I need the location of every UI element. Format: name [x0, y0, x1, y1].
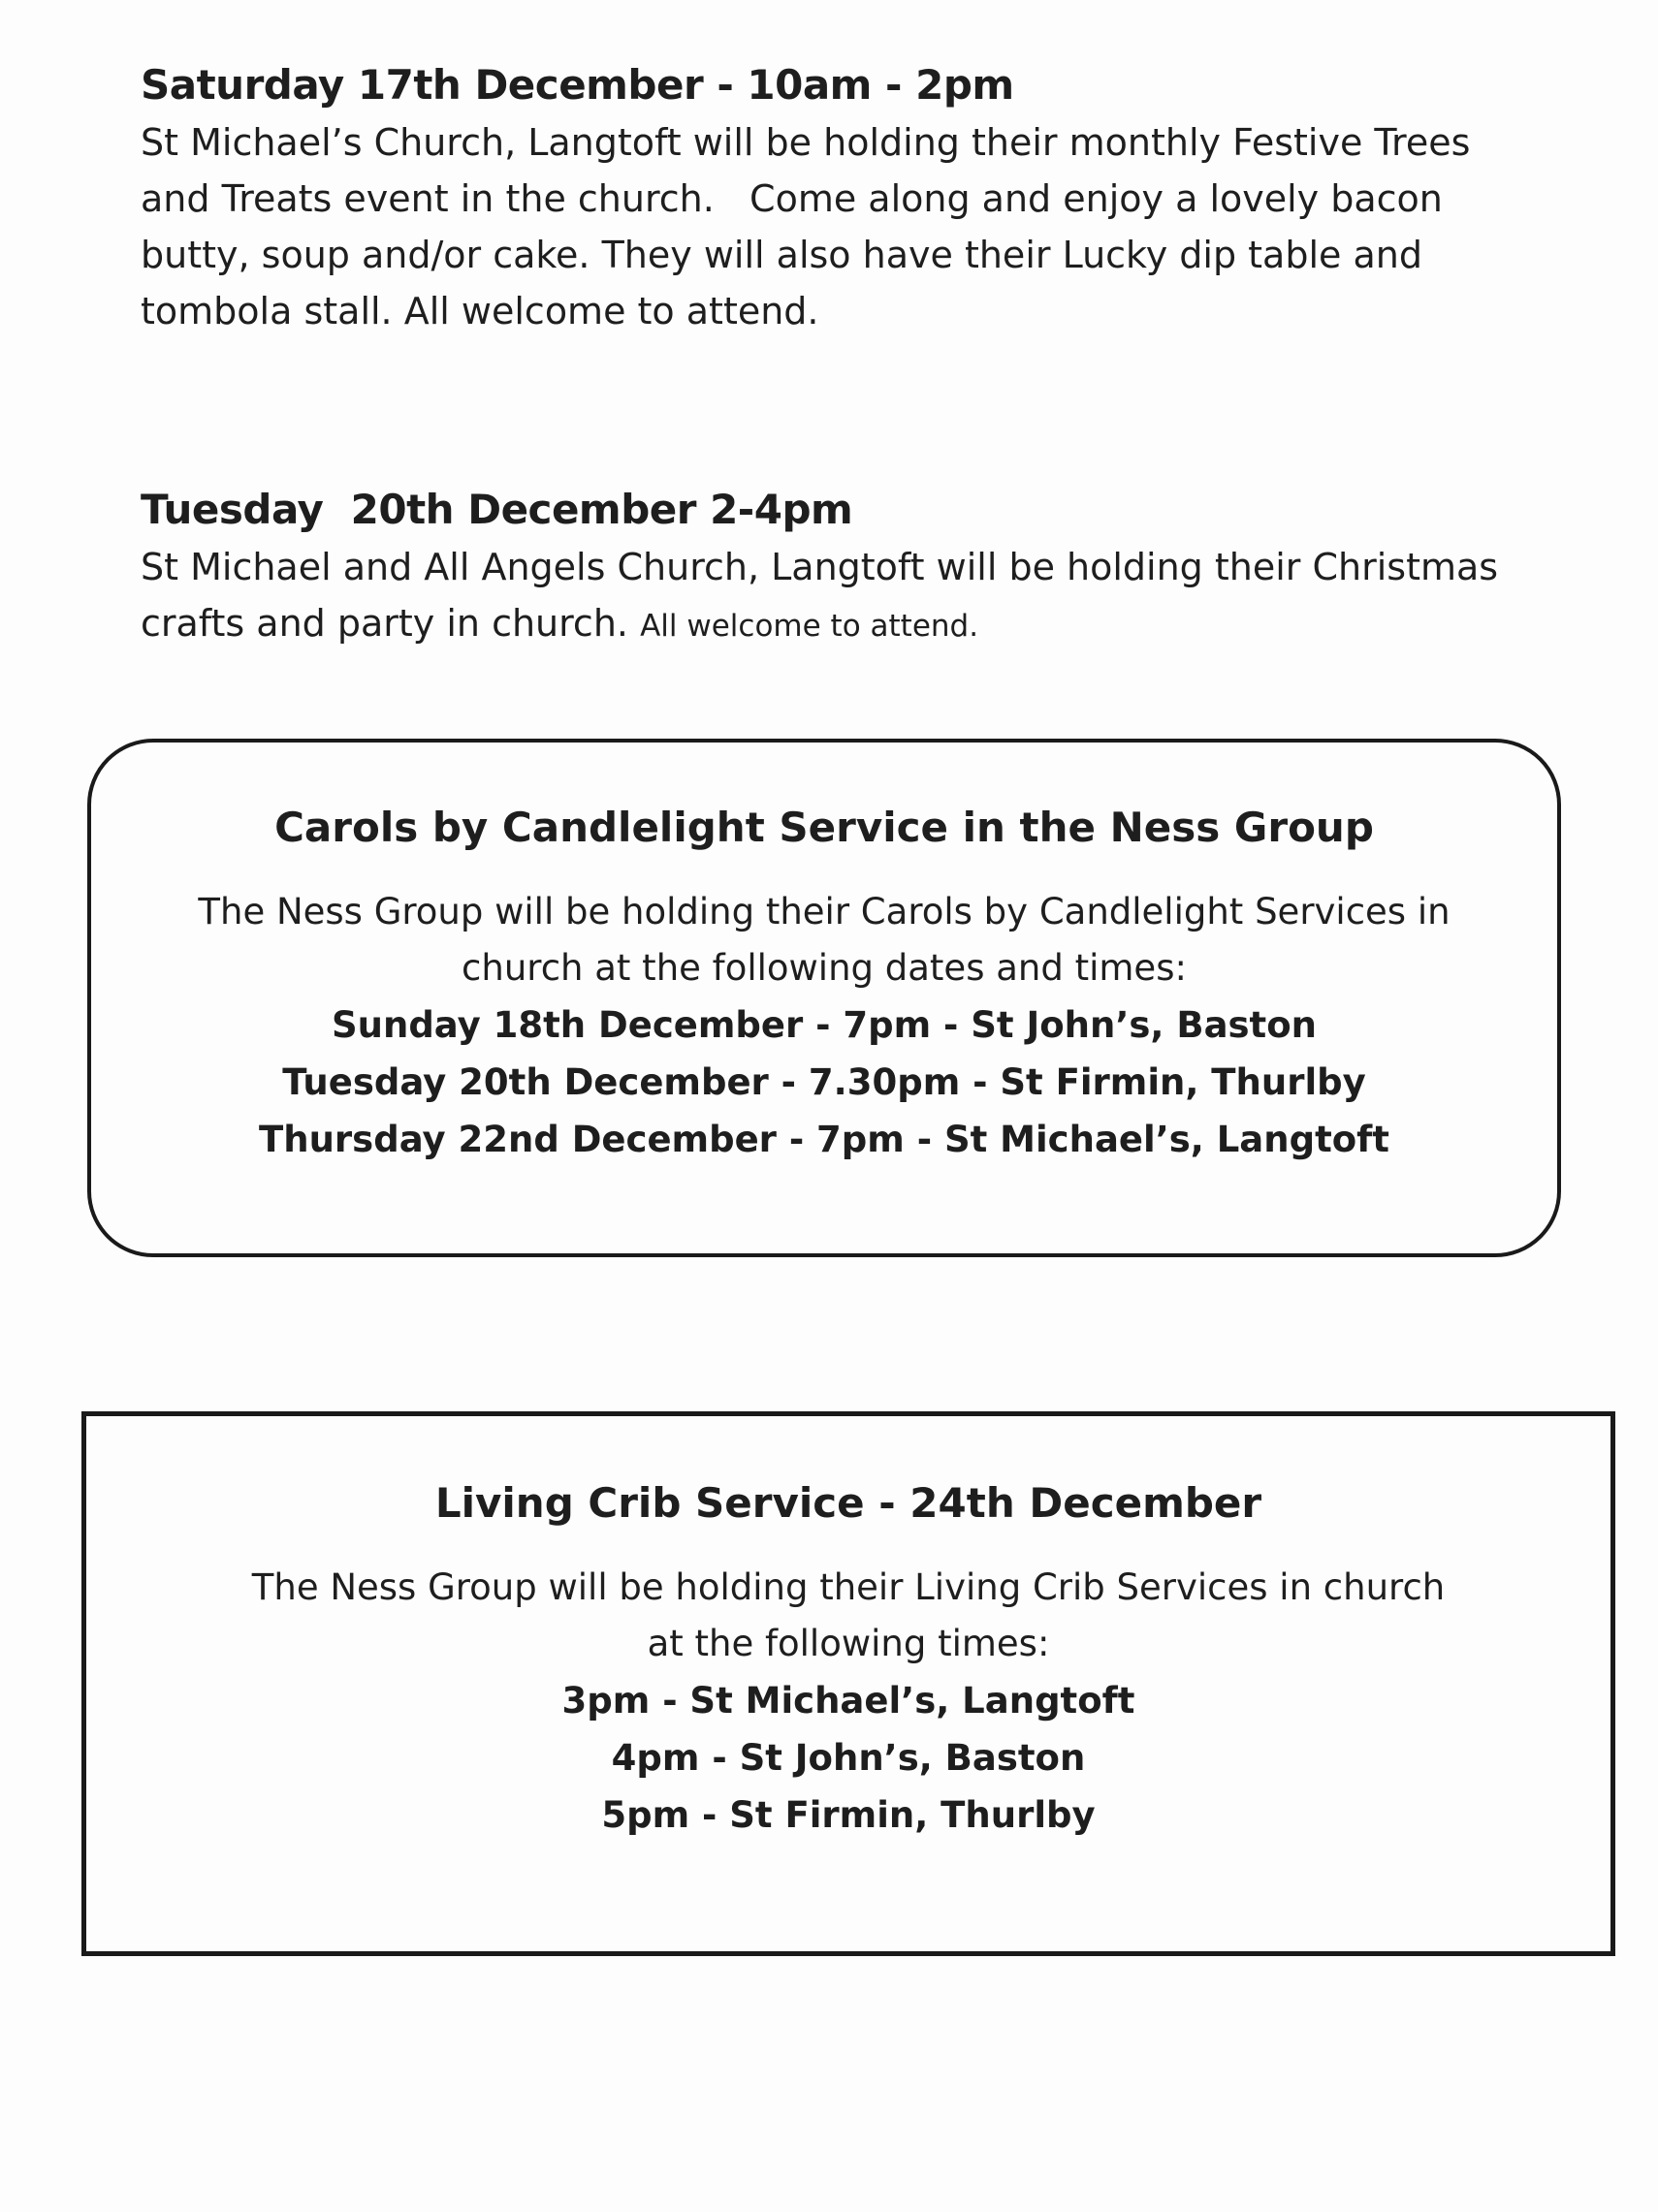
event-tuesday	[141, 481, 1566, 654]
carols-title: Carols by Candlelight Service in the Ness Group	[274, 804, 1374, 851]
event-line: crafts and party in church.	[141, 602, 628, 645]
event-line-with-note	[141, 595, 1566, 654]
carols-intro-line: church at the following dates and times:	[462, 947, 1187, 989]
crib-service-langtoft: 3pm - St Michael’s, Langtoft	[561, 1680, 1135, 1722]
crib-intro-line: The Ness Group will be holding their Living Crib Services in church	[251, 1566, 1446, 1608]
carols-intro-line: The Ness Group will be holding their Carols by Candlelight Services in	[198, 891, 1451, 932]
event-line: tombola stall. All welcome to attend.	[141, 290, 819, 332]
event-saturday	[141, 56, 1566, 339]
crib-service-baston: 4pm - St John’s, Baston	[611, 1737, 1086, 1779]
event-heading: Tuesday 20th December 2-4pm	[141, 486, 853, 533]
event-line: St Michael and All Angels Church, Langtoft will be holding their Christmas	[141, 546, 1499, 588]
carols-service-thurlby: Tuesday 20th December - 7.30pm - St Firmin, Thurlby	[282, 1061, 1366, 1103]
crib-service-thurlby: 5pm - St Firmin, Thurlby	[601, 1794, 1096, 1836]
event-note: All welcome to attend.	[640, 609, 979, 644]
crib-title: Living Crib Service - 24th December	[434, 1479, 1262, 1527]
crib-box	[81, 1411, 1615, 1956]
event-line: butty, soup and/or cake. They will also have their Lucky dip table and	[141, 234, 1422, 276]
carols-box	[87, 739, 1561, 1257]
event-line: St Michael’s Church, Langtoft will be holding their monthly Festive Trees	[141, 121, 1471, 164]
event-heading: Saturday 17th December - 10am - 2pm	[141, 61, 1014, 109]
crib-intro-line: at the following times:	[647, 1623, 1050, 1664]
event-line: and Treats event in the church. Come along and enjoy a lovely bacon	[141, 177, 1443, 220]
carols-service-baston: Sunday 18th December - 7pm - St John’s, Baston	[331, 1004, 1318, 1046]
carols-service-langtoft: Thursday 22nd December - 7pm - St Michael’s, Langtoft	[259, 1119, 1389, 1160]
